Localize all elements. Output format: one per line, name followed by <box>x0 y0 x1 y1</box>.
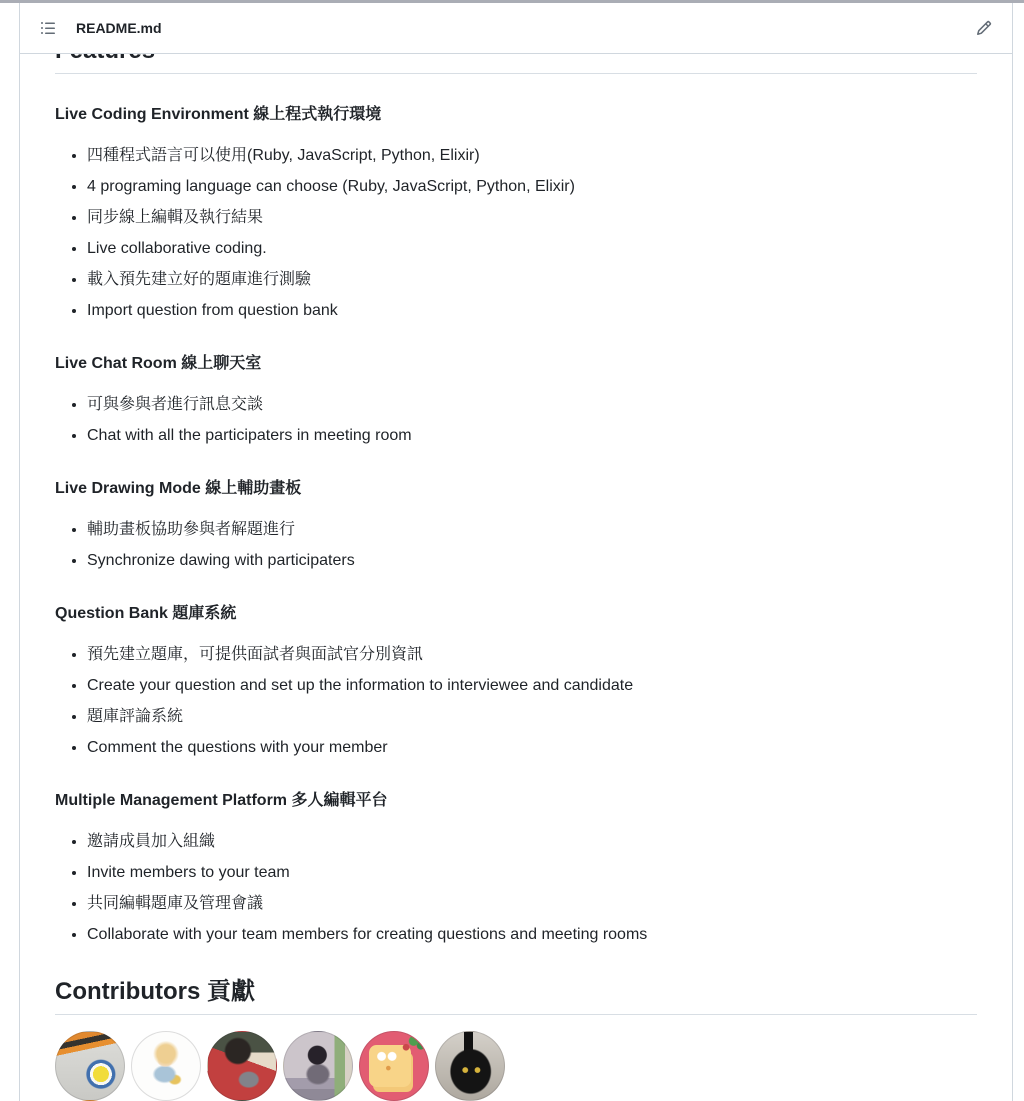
contributor-avatar[interactable] <box>55 1031 125 1101</box>
edit-file-button[interactable] <box>970 14 998 42</box>
feature-item: • 共同編輯題庫及管理會議 <box>87 892 977 916</box>
section-title-live-drawing: Live Drawing Mode 線上輔助畫板 <box>55 480 302 497</box>
feature-item: • 題庫評論系統 <box>87 705 977 729</box>
outline-button[interactable] <box>34 14 62 42</box>
contributor-avatar[interactable] <box>359 1031 429 1101</box>
section-title-live-coding: Live Coding Environment 線上程式執行環境 <box>55 106 382 123</box>
feature-item: • Create your question and set up the information to interviewee and candidate <box>87 674 977 698</box>
feature-item: • Import question from question bank <box>87 299 977 323</box>
feature-item: • 預先建立題庫，可提供面試者與面試官分別資訊 <box>87 643 977 667</box>
feature-item: • Comment the questions with your member <box>87 736 977 760</box>
contributor-avatar[interactable] <box>435 1031 505 1101</box>
feature-item: • 4 programing language can choose (Ruby, JavaScript, Python, Elixir) <box>87 175 977 199</box>
feature-item: • Chat with all the participaters in meeting room <box>87 424 977 448</box>
contributor-avatar[interactable] <box>131 1031 201 1101</box>
contributors-heading: Contributors 貢獻 <box>55 977 977 1015</box>
feature-item: • Live collaborative coding. <box>87 237 977 261</box>
contributors-row <box>55 1031 977 1101</box>
top-divider <box>0 0 1024 3</box>
section-title-live-chat: Live Chat Room 線上聊天室 <box>55 355 262 372</box>
feature-list <box>55 830 977 947</box>
file-sticky-header <box>20 3 1012 54</box>
pencil-icon <box>976 20 992 36</box>
feature-item: • 輔助畫板協助參與者解題進行 <box>87 518 977 542</box>
file-title: README.md <box>76 20 162 36</box>
readme-file-card <box>19 0 1013 1101</box>
feature-item: • 邀請成員加入組織 <box>87 830 977 854</box>
feature-list <box>55 518 977 573</box>
feature-list <box>55 643 977 760</box>
section-title-management-platform: Multiple Management Platform 多人編輯平台 <box>55 792 388 809</box>
feature-item: • Synchronize dawing with participaters <box>87 549 977 573</box>
feature-list <box>55 393 977 448</box>
feature-item: • 可與參與者進行訊息交談 <box>87 393 977 417</box>
feature-item: • 載入預先建立好的題庫進行測驗 <box>87 268 977 292</box>
feature-item: • Invite members to your team <box>87 861 977 885</box>
section-title-question-bank: Question Bank 題庫系統 <box>55 605 237 622</box>
contributor-avatar[interactable] <box>207 1031 277 1101</box>
readme-content <box>20 0 1012 1101</box>
contributor-avatar[interactable] <box>283 1031 353 1101</box>
feature-item: • 同步線上編輯及執行結果 <box>87 206 977 230</box>
feature-list <box>55 144 977 323</box>
feature-item: • Collaborate with your team members for creating questions and meeting rooms <box>87 923 977 947</box>
feature-item: • 四種程式語言可以使用(Ruby, JavaScript, Python, Elixir) <box>87 144 977 168</box>
list-unordered-icon <box>40 20 56 36</box>
